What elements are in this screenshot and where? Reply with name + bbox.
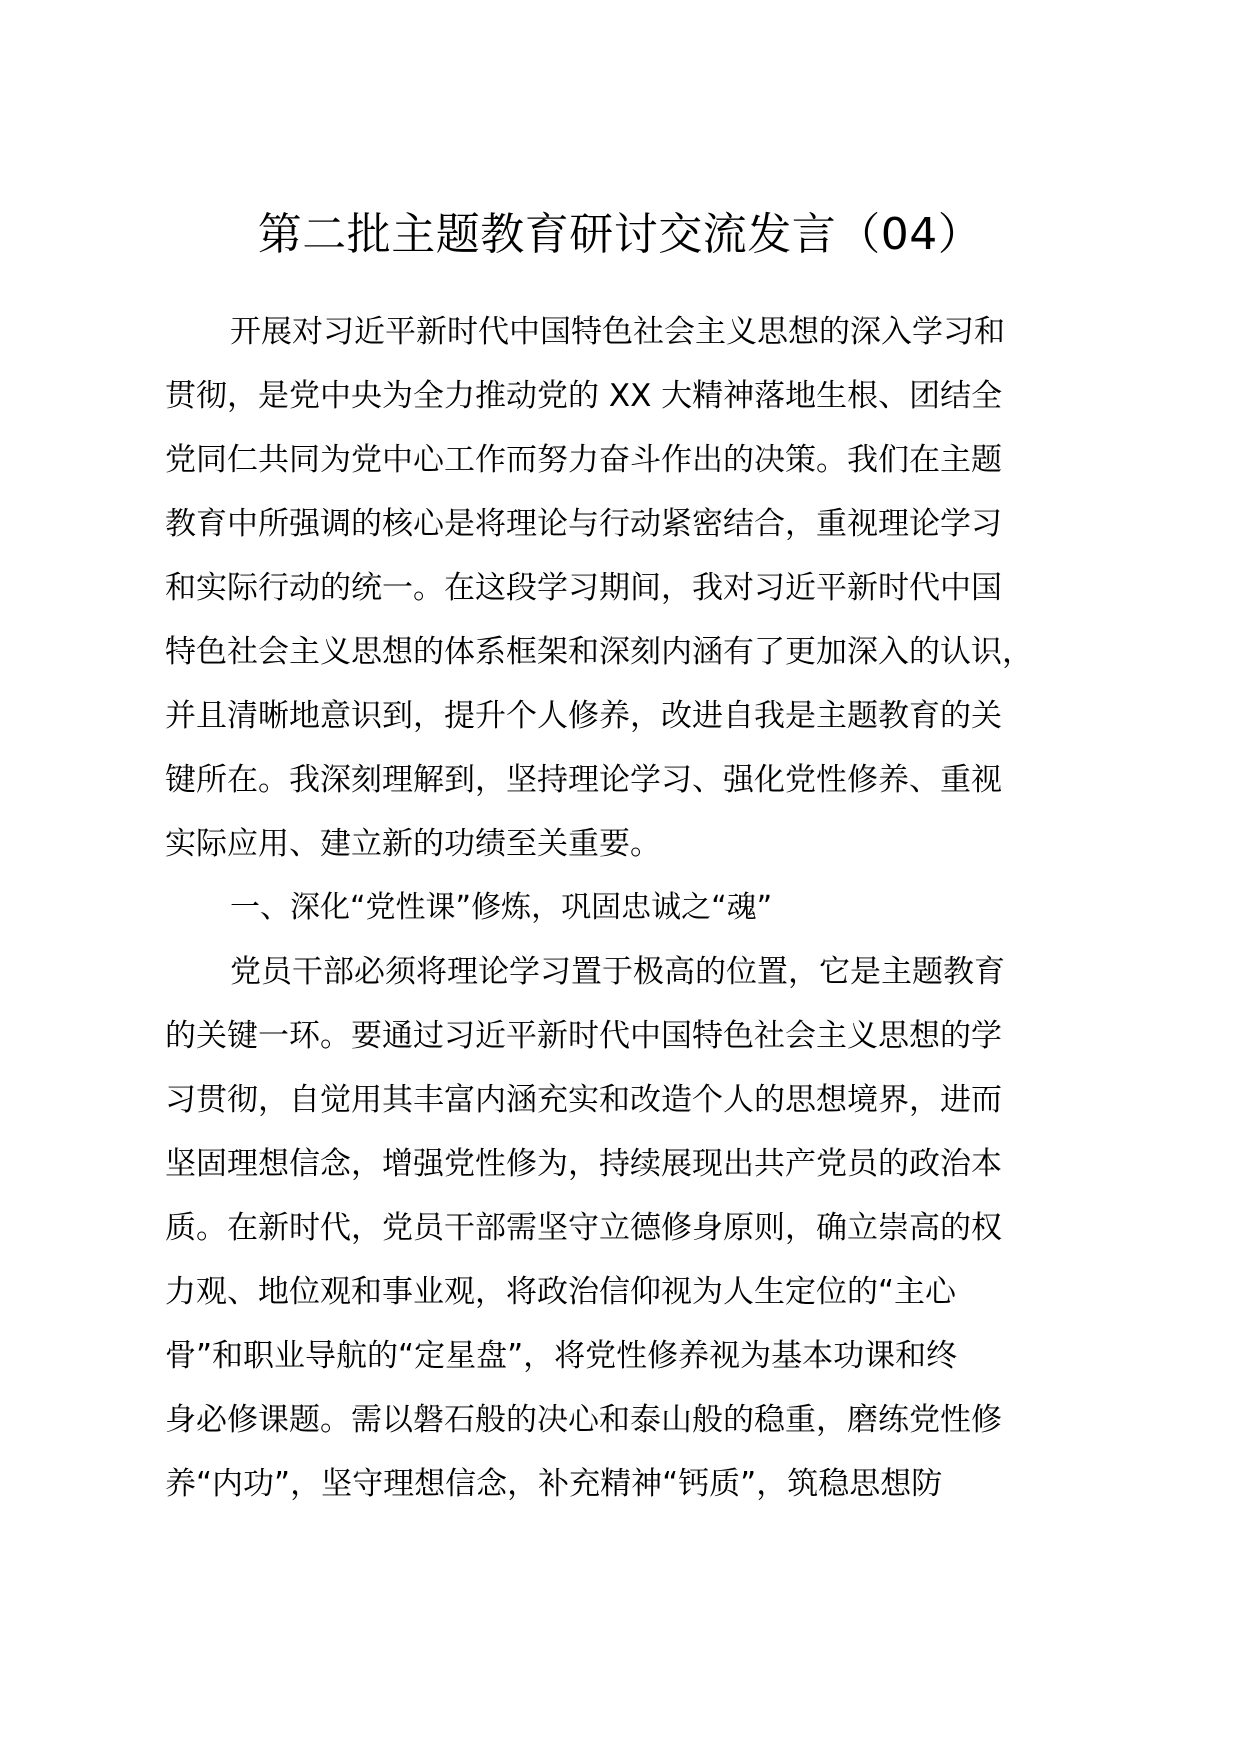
paragraph-line: 党员干部必须将理论学习置于极高的位置，它是主题教育 bbox=[230, 954, 1005, 990]
document-body bbox=[165, 300, 1085, 1516]
paragraph-line: 和实际行动的统一。在这段学习期间，我对习近平新时代中国 bbox=[165, 570, 1002, 606]
paragraph-line: 贯彻，是党中央为全力推动党的 XX 大精神落地生根、团结全 bbox=[165, 378, 1003, 414]
section-heading: 一、深化“党性课”修炼，巩固忠诚之“魂” bbox=[230, 890, 773, 925]
paragraph-line: 开展对习近平新时代中国特色社会主义思想的深入学习和 bbox=[230, 314, 1005, 350]
paragraph-line: 特色社会主义思想的体系框架和深刻内涵有了更加深入的认识， bbox=[165, 634, 1033, 670]
paragraph-line: 的关键一环。要通过习近平新时代中国特色社会主义思想的学 bbox=[165, 1018, 1002, 1054]
paragraph-line: 习贯彻，自觉用其丰富内涵充实和改造个人的思想境界，进而 bbox=[165, 1082, 1002, 1118]
paragraph-line: 键所在。我深刻理解到，坚持理论学习、强化党性修养、重视 bbox=[165, 762, 1002, 798]
paragraph-line: 党同仁共同为党中心工作而努力奋斗作出的决策。我们在主题 bbox=[165, 442, 1002, 478]
paragraph-line: 身必修课题。需以磐石般的决心和泰山般的稳重，磨练党性修 bbox=[165, 1402, 1002, 1438]
paragraph-line: 质。在新时代，党员干部需坚守立德修身原则，确立崇高的权 bbox=[165, 1210, 1002, 1246]
paragraph-line: 实际应用、建立新的功绩至关重要。 bbox=[165, 826, 661, 862]
paragraph-line: 养“内功”，坚守理想信念，补充精神“钙质”，筑稳思想防 bbox=[165, 1466, 943, 1502]
paragraph-line: 并且清晰地意识到，提升个人修养，改进自我是主题教育的关 bbox=[165, 698, 1002, 734]
paragraph-line: 力观、地位观和事业观，将政治信仰视为人生定位的“主心 bbox=[165, 1274, 957, 1310]
paragraph-line: 坚固理想信念，增强党性修为，持续展现出共产党员的政治本 bbox=[165, 1146, 1002, 1182]
paragraph-line: 骨”和职业导航的“定星盘”，将党性修养视为基本功课和终 bbox=[165, 1338, 958, 1374]
document-title: 第二批主题教育研讨交流发言（04） bbox=[257, 209, 983, 260]
paragraph-line: 教育中所强调的核心是将理论与行动紧密结合，重视理论学习 bbox=[165, 506, 1002, 542]
